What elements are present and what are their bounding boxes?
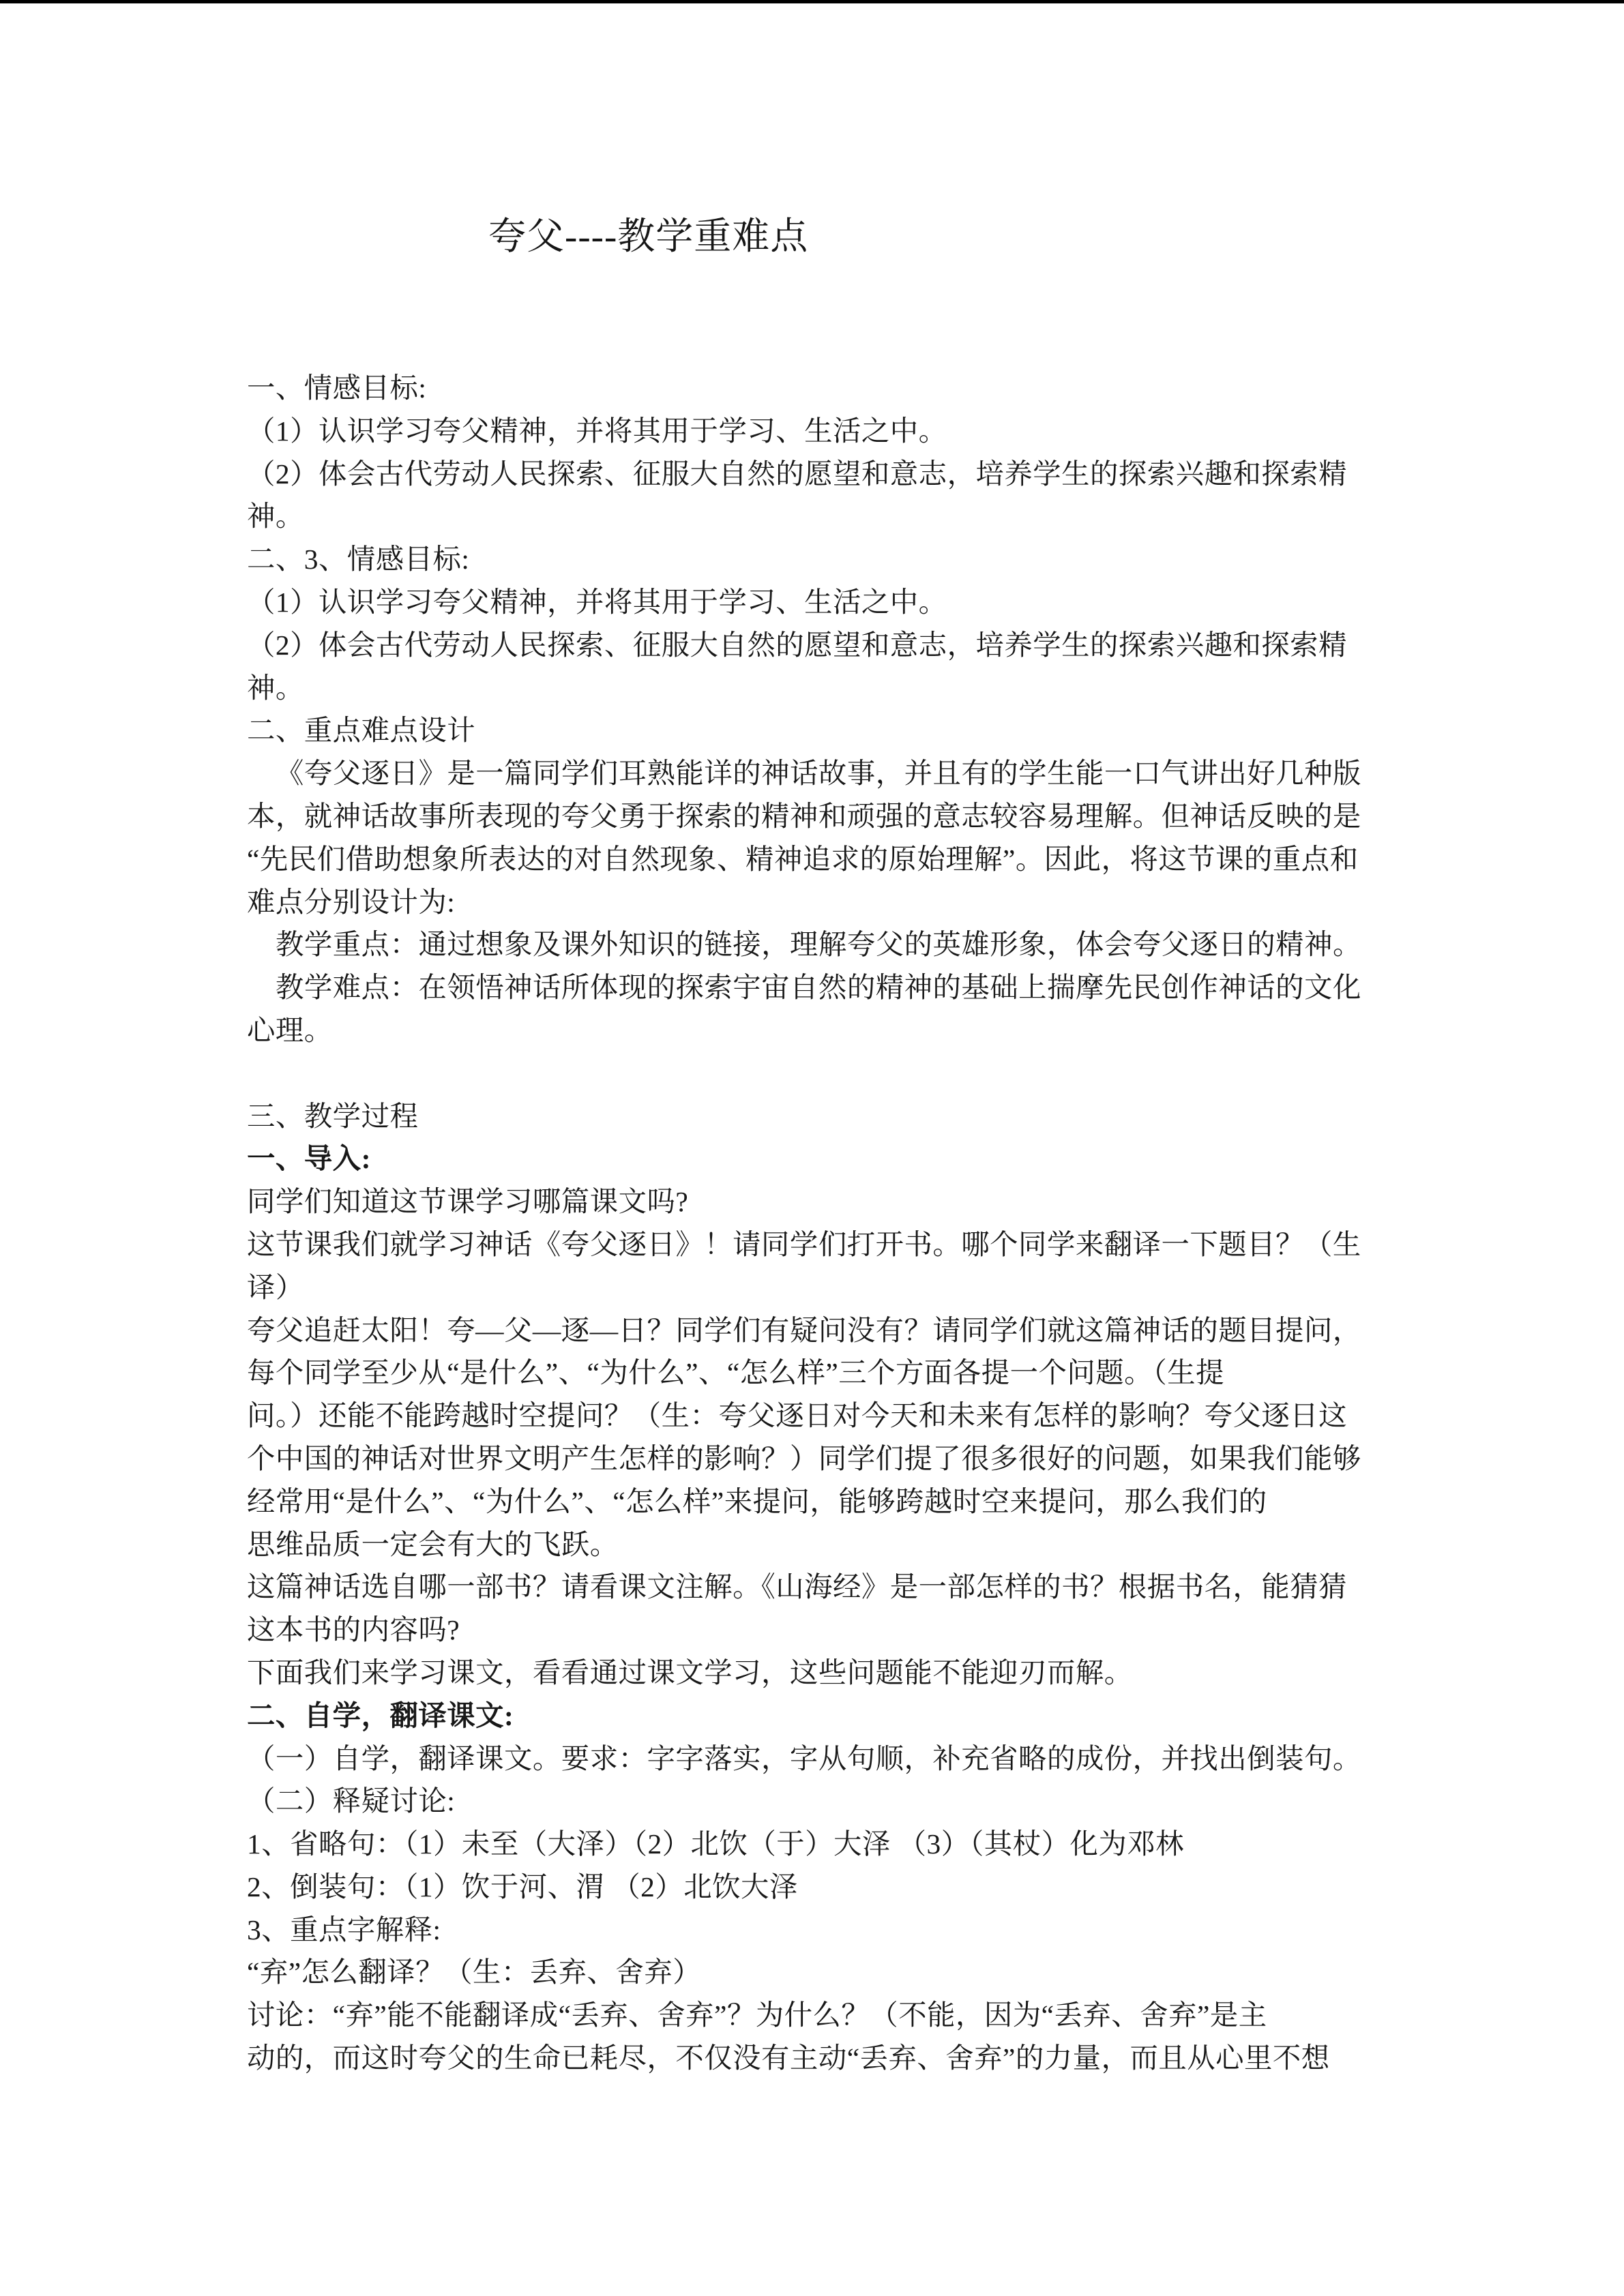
text-line: 这篇神话选自哪一部书？请看课文注解。《山海经》是一部怎样的书？根据书名，能猜猜 [247, 1571, 1348, 1603]
text-line: 这节课我们就学习神话《夸父逐日》！请同学们打开书。哪个同学来翻译一下题目？（生 [247, 1228, 1361, 1260]
text-line: 个中国的神话对世界文明产生怎样的影响？）同学们提了很多很好的问题，如果我们能够 [247, 1442, 1361, 1474]
text-line: 1、省略句：（1）未至（大泽）（2）北饮（于）大泽 （3）（其杖）化为邓林 [247, 1828, 1185, 1860]
text-line: 教学重点：通过想象及课外知识的链接，理解夸父的英雄形象，体会夸父逐日的精神。 [276, 929, 1361, 961]
text-lines [247, 367, 1400, 2080]
text-line: 神。 [247, 501, 304, 533]
text-line: 本，就神话故事所表现的夸父勇于探索的精神和顽强的意志较容易理解。但神话反映的是 [247, 800, 1361, 832]
text-line: 这本书的内容吗? [247, 1614, 460, 1646]
text-line: （1）认识学习夸父精神，并将其用于学习、生活之中。 [247, 415, 947, 447]
text-line: （二）释疑讨论: [247, 1785, 456, 1817]
text-line: 教学难点：在领悟神话所体现的探索宇宙自然的精神的基础上揣摩先民创作神话的文化 [276, 972, 1361, 1004]
text-line: 同学们知道这节课学习哪篇课文吗? [247, 1186, 689, 1218]
text-line: 心理。 [247, 1014, 333, 1046]
text-line: （2）体会古代劳动人民探索、征服大自然的愿望和意志，培养学生的探索兴趣和探索精 [247, 629, 1348, 661]
text-line: （2）体会古代劳动人民探索、征服大自然的愿望和意志，培养学生的探索兴趣和探索精 [247, 458, 1348, 490]
text-line: 《夸父逐日》是一篇同学们耳熟能详的神话故事，并且有的学生能一口气讲出好几种版 [276, 758, 1361, 790]
text-line: 二、自学，翻译课文: [247, 1699, 514, 1731]
screen-edge-bar [0, 0, 1624, 3]
text-line: （1）认识学习夸父精神，并将其用于学习、生活之中。 [247, 586, 947, 618]
text-line: “弃”怎么翻译？（生：丢弃、舍弃） [247, 1956, 702, 1988]
text-line: 三、教学过程 [247, 1100, 419, 1132]
blank-line [247, 1052, 1400, 1095]
text-line: 一、情感目标: [247, 372, 427, 404]
text-line: 问。）还能不能跨越时空提问？（生：夸父逐日对今天和未来有怎样的影响？夸父逐日这 [247, 1400, 1348, 1432]
text-line: 夸父追赶太阳！夸—父—逐—日？同学们有疑问没有？请同学们就这篇神话的题目提问， [247, 1314, 1361, 1346]
text-line: 一、导入: [247, 1143, 371, 1175]
text-line: “先民们借助想象所表达的对自然现象、精神追求的原始理解”。因此，将这节课的重点和 [247, 843, 1359, 875]
text-line: 讨论：“弃”能不能翻译成“丢弃、舍弃”？为什么？（不能，因为“丢弃、舍弃”是主 [247, 1999, 1267, 2031]
text-line: （一）自学，翻译课文。要求：字字落实，字从句顺，补充省略的成份，并找出倒装句。 [247, 1742, 1361, 1774]
document-title: 夸父----教学重难点 [488, 215, 809, 257]
text-line: 二、重点难点设计 [247, 715, 476, 747]
text-line: 动的，而这时夸父的生命已耗尽，不仅没有主动“丢弃、舍弃”的力量，而且从心里不想 [247, 2042, 1330, 2074]
text-line: 二、3、情感目标: [247, 543, 470, 576]
text-line: 3、重点字解释: [247, 1913, 441, 1945]
text-line: 经常用“是什么”、“为什么”、“怎么样”来提问，能够跨越时空来提问，那么我们的 [247, 1485, 1267, 1517]
text-line: 神。 [247, 672, 304, 704]
text-line: 思维品质一定会有大的飞跃。 [247, 1528, 619, 1560]
text-line: 每个同学至少从“是什么”、“为什么”、“怎么样”三个方面各提一个问题。（生提 [247, 1357, 1225, 1389]
text-line: 难点分别设计为: [247, 886, 456, 918]
text-line: 译） [247, 1271, 304, 1303]
text-line: 2、倒装句：（1）饮于河、渭 （2）北饮大泽 [247, 1870, 798, 1903]
text-line: 下面我们来学习课文，看看通过课文学习，这些问题能不能迎刃而解。 [247, 1656, 1133, 1688]
